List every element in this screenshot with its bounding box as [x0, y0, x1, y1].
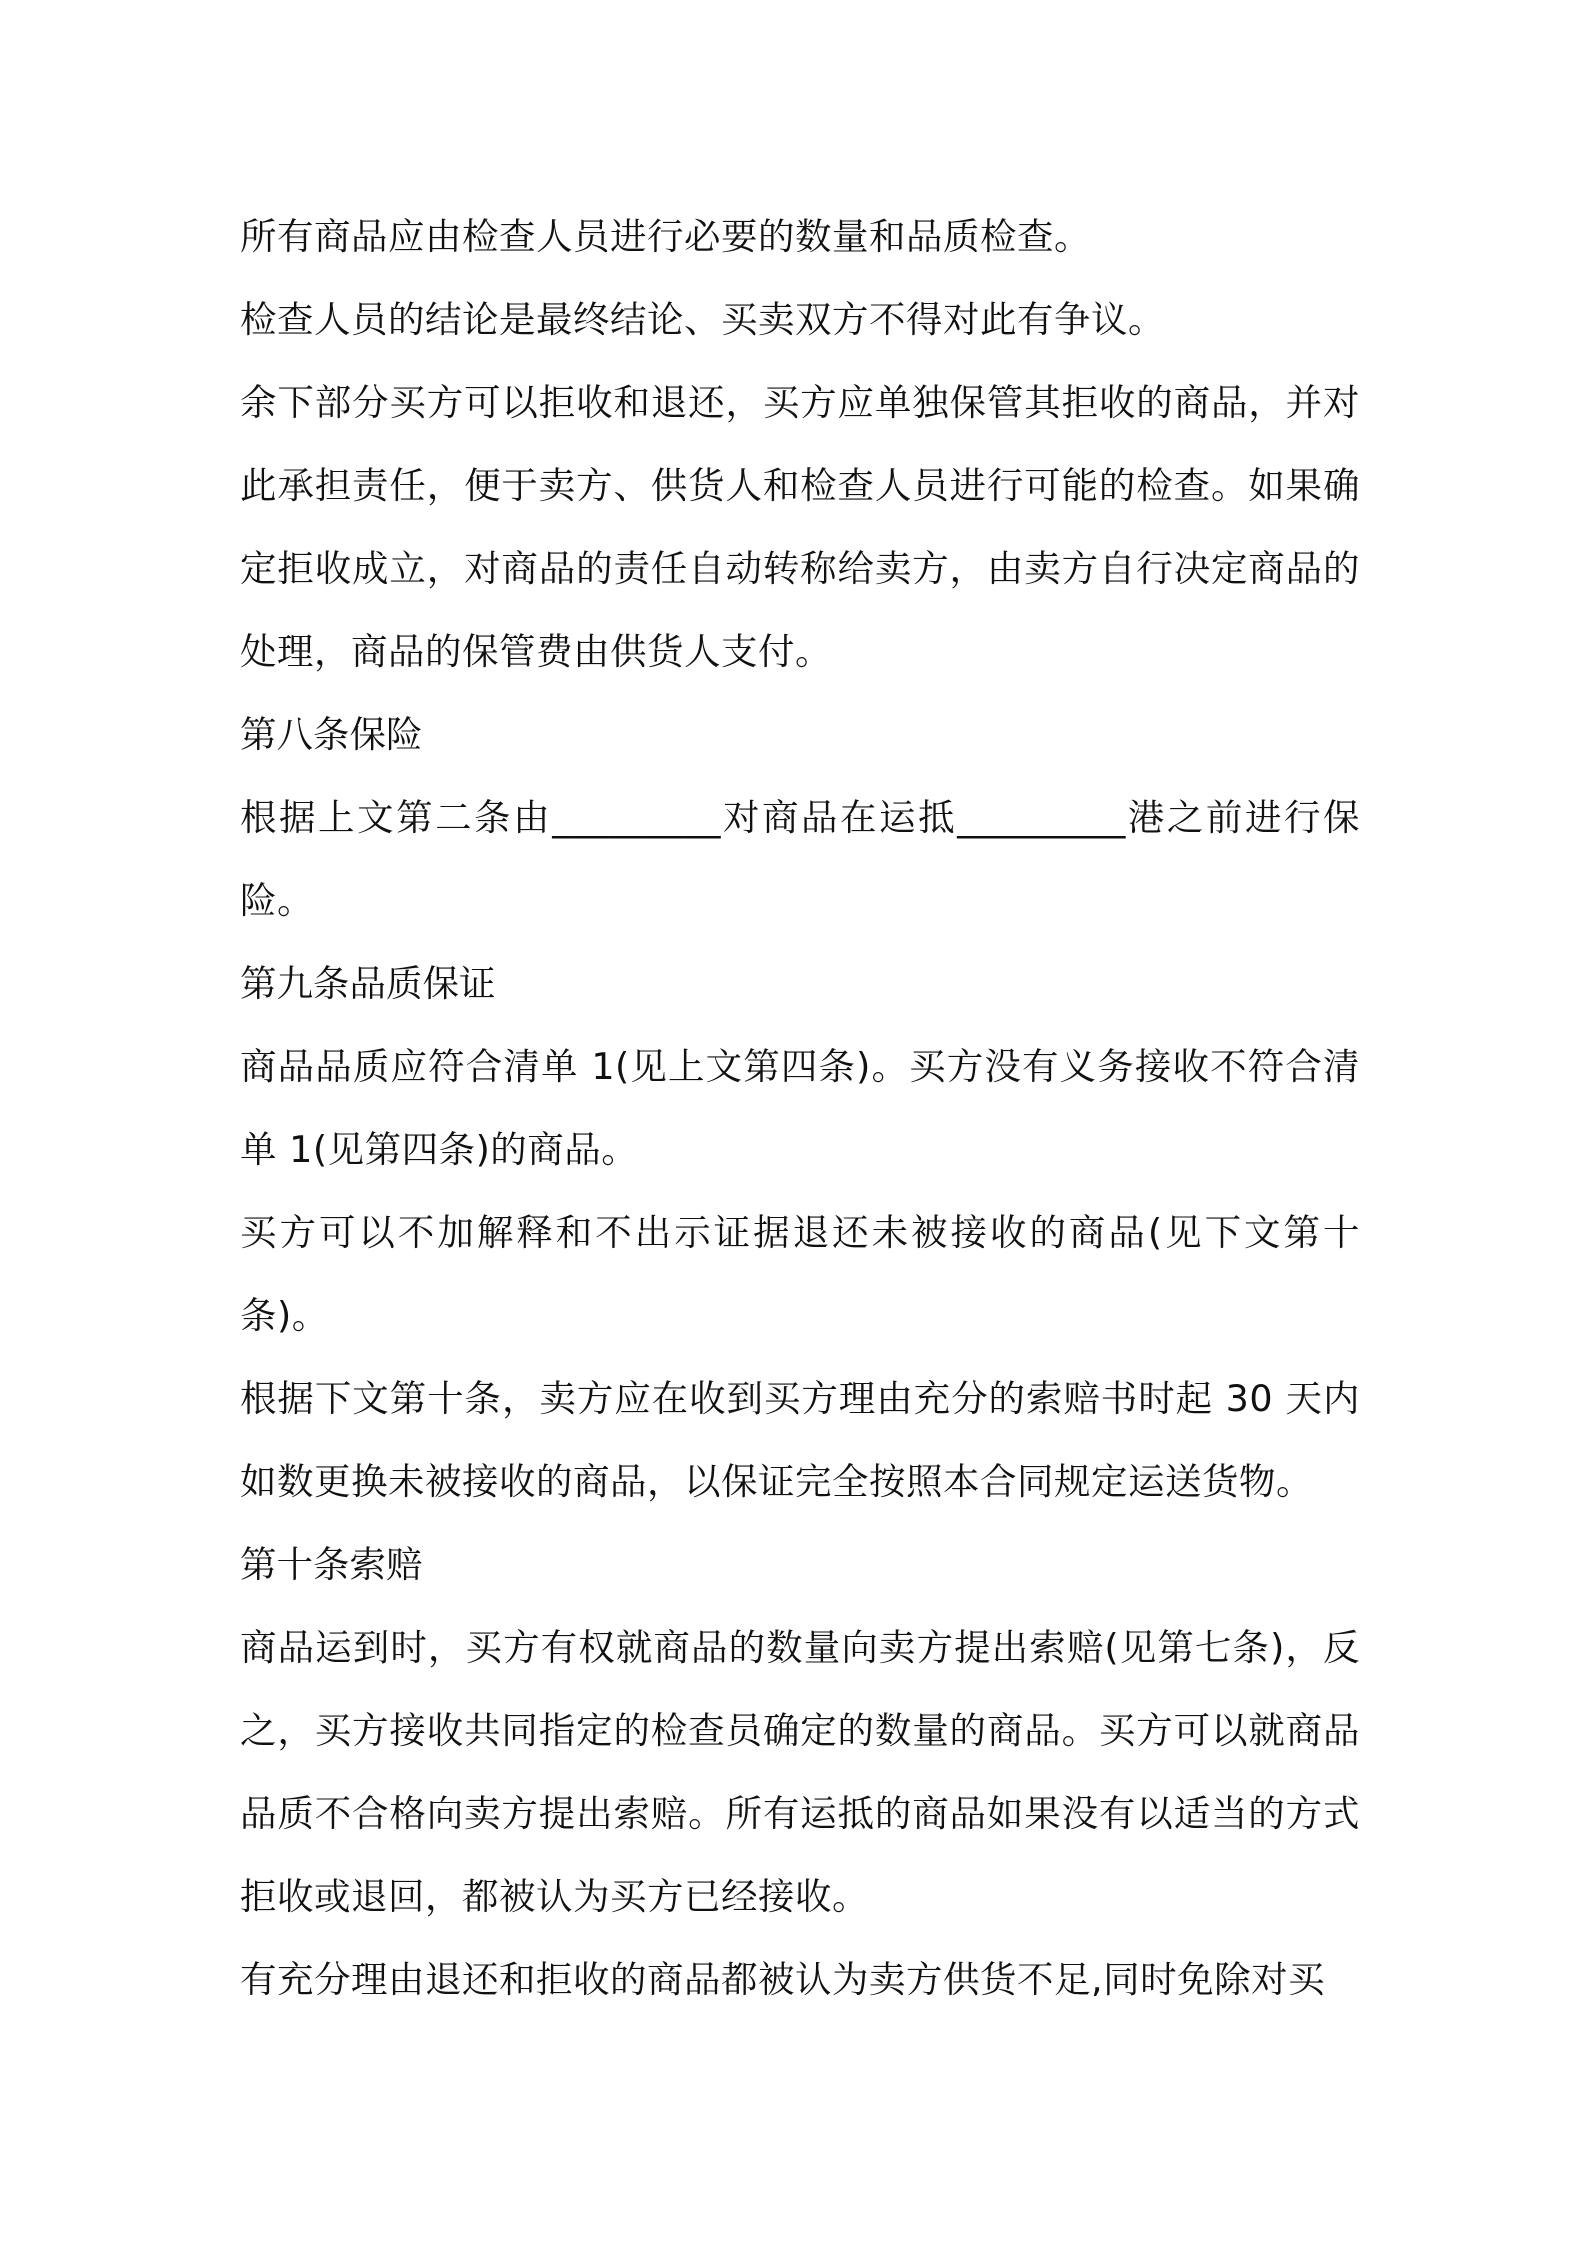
paragraph-claims: 商品运到时，买方有权就商品的数量向卖方提出索赔(见第七条)，反之，买方接收共同指定的检查员确定的数量的商品。买方可以就商品品质不合格向卖方提出索赔。所有运抵的商品如果没有以适当的方式拒收或退回，都被认为买方已经接收。 [240, 1626, 1360, 1918]
paragraph-return: 买方可以不加解释和不出示证据退还未被接收的商品(见下文第十条)。 [240, 1211, 1360, 1337]
paragraph-quality-list: 商品品质应符合清单 1(见上文第四条)。买方没有义务接收不符合清单 1(见第四条)的商品。 [240, 1045, 1360, 1171]
paragraph-insufficient-supply: 有充分理由退还和拒收的商品都被认为卖方供货不足,同时免除对买 [240, 1958, 1326, 2001]
document-body [240, 195, 1360, 2021]
paragraph-inspection: 所有商品应由检查人员进行必要的数量和品质检查。 [240, 215, 1091, 258]
paragraph-rejection: 余下部分买方可以拒收和退还，买方应单独保管其拒收的商品，并对此承担责任，便于卖方、供货人和检查人员进行可能的检查。如果确定拒收成立，对商品的责任自动转称给卖方，由卖方自行决定商品的处理，商品的保管费由供货人支付。 [240, 381, 1360, 673]
section-heading-insurance: 第八条保险 [240, 713, 423, 756]
paragraph-inspection-conclusion: 检查人员的结论是最终结论、买卖双方不得对此有争议。 [240, 298, 1165, 341]
paragraph-replacement: 根据下文第十条，卖方应在收到买方理由充分的索赔书时起 30 天内如数更换未被接收的商品，以保证完全按照本合同规定运送货物。 [240, 1377, 1360, 1503]
section-heading-claims: 第十条索赔 [240, 1543, 423, 1586]
paragraph-insurance: 根据上文第二条由_________对商品在运抵_________港之前进行保险。 [240, 796, 1360, 922]
section-heading-quality-guarantee: 第九条品质保证 [240, 962, 496, 1005]
